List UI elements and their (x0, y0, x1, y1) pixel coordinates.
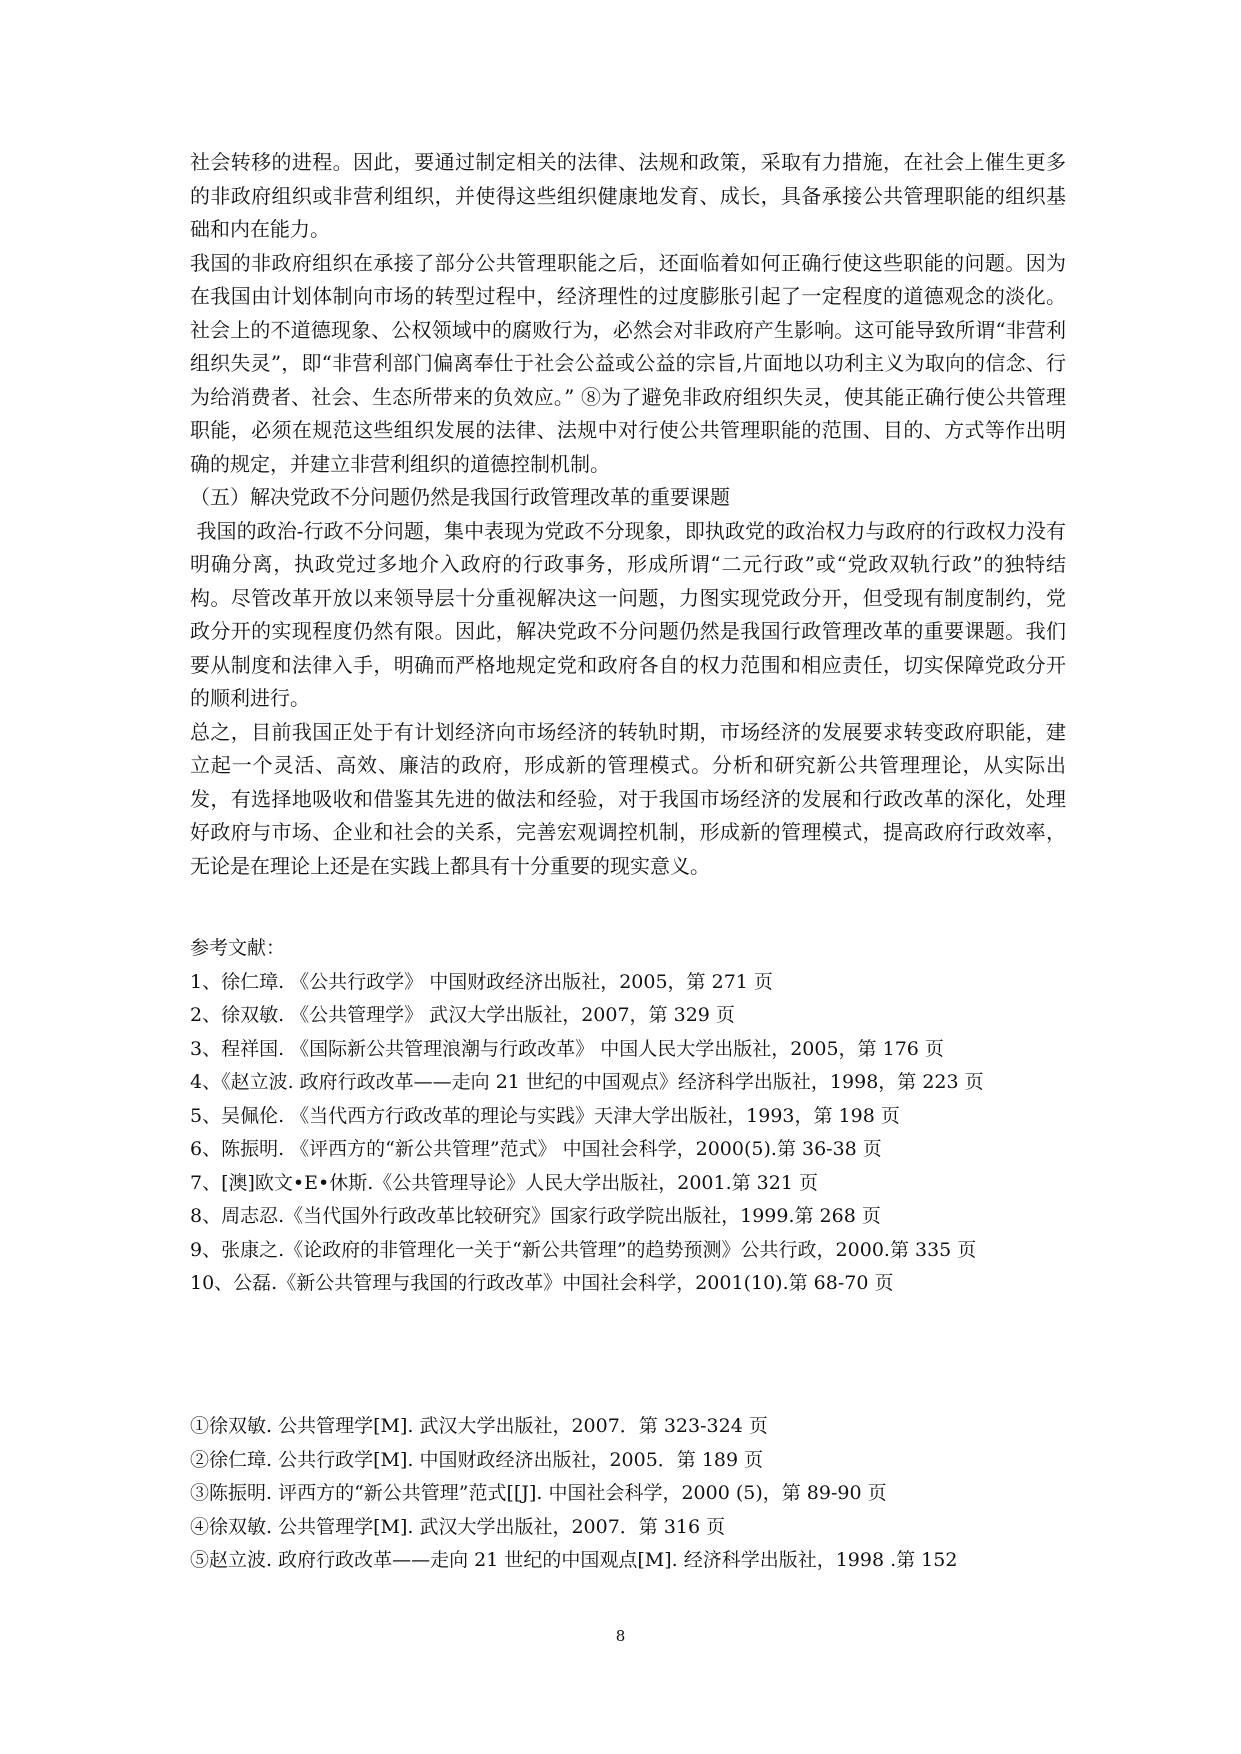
paragraph-conclusion: 总之，目前我国正处于有计划经济向市场经济的转轨时期，市场经济的发展要求转变政府职能，建立起一个灵活、高效、廉洁的政府，形成新的管理模式。分析和研究新公共管理理论，从实际出发，有选择地吸收和借鉴其先进的做法和经验，对于我国市场经济的发展和行政改革的深化，处理好政府与市场、企业和社会的关系，完善宏观调控机制，形成新的管理模式，提高政府行政效率，无论是在理论上还是在实践上都具有十分重要的现实意义。 (190, 719, 1066, 878)
reference-item: 8、周志忍.《当代国外行政改革比较研究》国家行政学院出版社，1999.第 268 页 (190, 1205, 881, 1227)
footnote-item: ⑤赵立波. 政府行政改革——走向 21 世纪的中国观点[M]. 经济科学出版社，1998 .第 152 (190, 1549, 958, 1571)
paragraph-intro: 社会转移的进程。因此，要通过制定相关的法律、法规和政策，采取有力措施，在社会上催生更多的非政府组织或非营利组织，并使得这些组织健康地发育、成长，具备承接公共管理职能的组织基础和内在能力。 (190, 150, 1066, 241)
references-section (190, 932, 1066, 1301)
reference-item: 3、程祥国. 《国际新公共管理浪潮与行政改革》 中国人民大学出版社，2005，第 176 页 (190, 1037, 944, 1060)
reference-item: 6、陈振明. 《评西方的“新公共管理”范式》 中国社会科学，2000(5).第 36-38 页 (190, 1138, 882, 1160)
footnotes-section (190, 1410, 1066, 1578)
references-heading: 参考文献： (190, 937, 286, 959)
page-number: 8 (615, 1627, 626, 1645)
reference-item: 5、吴佩伦. 《当代西方行政改革的理论与实践》天津大学出版社，1993，第 198 页 (190, 1104, 900, 1127)
reference-item: 4、《赵立波. 政府行政改革——走向 21 世纪的中国观点》经济科学出版社，1998，第 223 页 (190, 1071, 984, 1093)
reference-item: 9、张康之.《论政府的非管理化一关于“新公共管理”的趋势预测》公共行政，2000.第 335 页 (190, 1238, 977, 1261)
paragraph-ngo-failure: 我国的非政府组织在承接了部分公共管理职能之后，还面临着如何正确行使这些职能的问题。因为在我国由计划体制向市场的转型过程中，经济理性的过度膨胀引起了一定程度的道德观念的淡化。社会上的不道德现象、公权领域中的腐败行为，必然会对非政府产生影响。这可能导致所谓“非营利组织失灵”，即“非营利部门偏离奉仕于社会公益或公益的宗旨,片面地以功利主义为取向的信念、行为给消费者、社会、生态所带来的负效应。” ⑧为了避免非政府组织失灵，使其能正确行使公共管理职能，必须在规范这些组织发展的法律、法规中对行使公共管理职能的范围、目的、方式等作出明确的规定，并建立非营利组织的道德控制机制。 (190, 250, 1066, 476)
reference-item: 10、公磊.《新公共管理与我国的行政改革》中国社会科学，2001(10).第 68-70 页 (190, 1272, 894, 1294)
paragraph-party-government: 我国的政治-行政不分问题，集中表现为党政不分现象，即执政党的政治权力与政府的行政权力没有明确分离，执政党过多地介入政府的行政事务，形成所谓“二元行政”或“党政双轨行政”的独特结构。尽管改革开放以来领导层十分重视解决这一问题，力图实现党政分开，但受现有制度制约，党政分开的实现程度仍然有限。因此，解决党政不分问题仍然是我国行政管理改革的重要课题。我们要从制度和法律入手，明确而严格地规定党和政府各自的权力范围和相应责任，切实保障党政分开的顺利进行。 (190, 518, 1067, 710)
reference-item: 2、徐双敏. 《公共管理学》 武汉大学出版社，2007，第 329 页 (190, 1004, 735, 1026)
footnote-item: ③陈振明. 评西方的“新公共管理”范式[[J]. 中国社会科学，2000 (5)，第 89-90 页 (190, 1482, 887, 1504)
reference-item: 1、徐仁璋. 《公共行政学》 中国财政经济出版社，2005，第 271 页 (190, 970, 773, 993)
reference-item: 7、[澳]欧文•E•休斯.《公共管理导论》人民大学出版社，2001.第 321 页 (190, 1171, 818, 1194)
body-text (190, 146, 1066, 883)
footnote-item: ①徐双敏. 公共管理学[M]. 武汉大学出版社，2007．第 323-324 页 (190, 1415, 768, 1437)
footnote-item: ④徐双敏. 公共管理学[M]. 武汉大学出版社，2007．第 316 页 (190, 1515, 726, 1538)
footnote-item: ②徐仁璋. 公共行政学[M]. 中国财政经济出版社，2005．第 189 页 (190, 1448, 764, 1471)
section-heading: （五）解决党政不分问题仍然是我国行政管理改革的重要课题 (190, 485, 730, 509)
